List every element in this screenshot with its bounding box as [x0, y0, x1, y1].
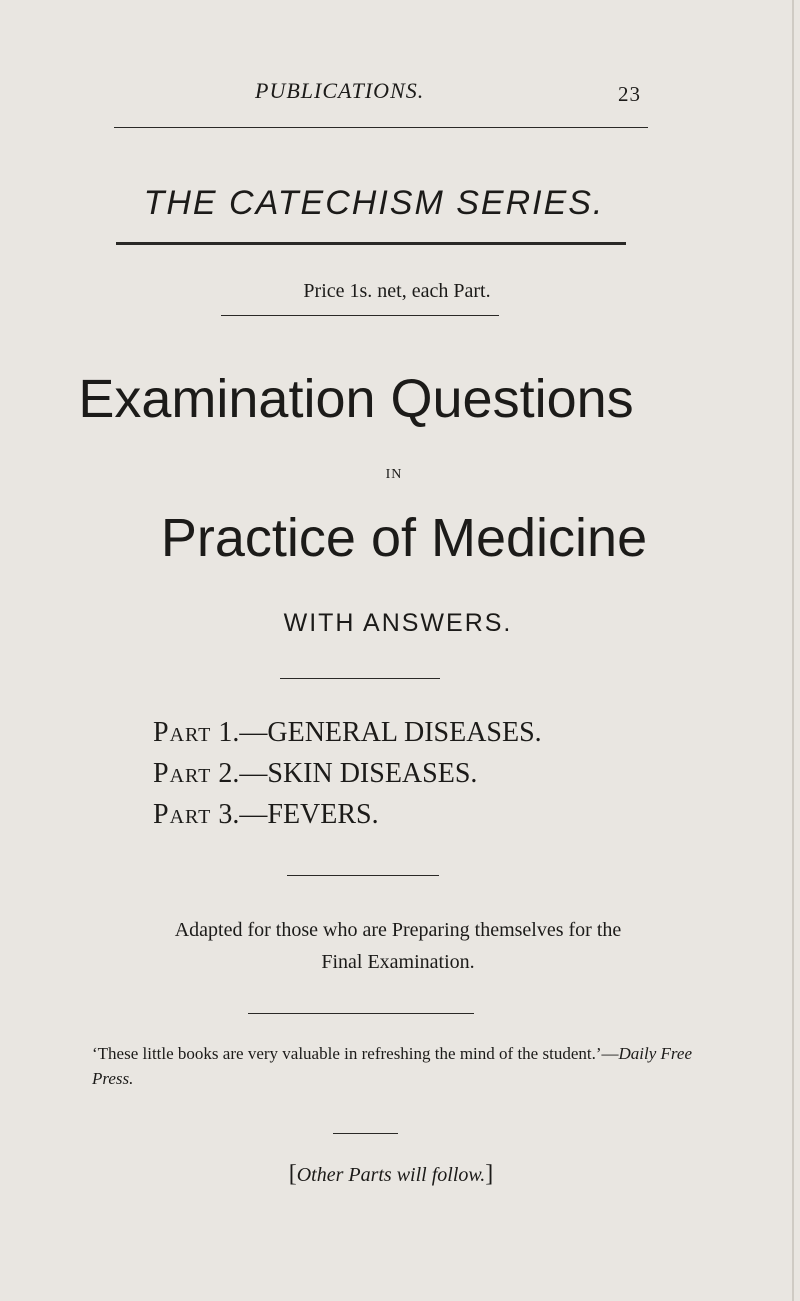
series-title: THE CATECHISM SERIES.: [143, 184, 605, 222]
part-name: FEVERS.: [267, 799, 379, 830]
adapted-note: [0, 914, 798, 978]
quote-text: ‘These little books are very valuable in refreshing the mind of the student.’—: [92, 1044, 619, 1063]
running-head-rule: [114, 127, 648, 128]
running-head-title: PUBLICATIONS.: [255, 78, 425, 103]
open-bracket: [: [288, 1161, 297, 1187]
press-quote: [92, 1041, 692, 1091]
adapted-line-2: Final Examination.: [321, 951, 475, 973]
divider-rule-2: [287, 875, 439, 876]
part-label: Part: [153, 799, 212, 830]
price-line: Price 1s. net, each Part.: [303, 280, 491, 302]
series-title-rule: [116, 242, 626, 245]
footer-note-text: Other Parts will follow.: [296, 1164, 486, 1186]
book-subtitle: WITH ANSWERS.: [283, 609, 513, 637]
adapted-line-1: Adapted for those who are Preparing themselves for the: [174, 919, 622, 941]
footer-note: [0, 1161, 791, 1188]
page-number: 23: [618, 82, 641, 106]
part-row: [153, 753, 542, 794]
part-number: 3.—: [218, 799, 268, 830]
page-edge: [792, 0, 794, 1301]
part-label: Part: [153, 758, 212, 789]
close-bracket: ]: [485, 1161, 494, 1187]
divider-rule-4: [333, 1133, 398, 1134]
divider-rule-3: [248, 1013, 474, 1014]
part-number: 2.—: [218, 758, 268, 789]
part-number: 1.—: [218, 717, 268, 748]
part-name: GENERAL DISEASES.: [267, 717, 542, 748]
part-label: Part: [153, 717, 212, 748]
divider-rule-1: [280, 678, 440, 679]
parts-list: [153, 712, 542, 835]
book-title-line-1: Examination Questions: [78, 369, 634, 429]
quote-source: Daily Free Press.: [92, 1044, 692, 1088]
price-rule: [221, 315, 499, 316]
part-row: [153, 712, 542, 753]
book-title-line-2: Practice of Medicine: [160, 508, 648, 568]
title-connector: IN: [385, 467, 403, 482]
part-name: SKIN DISEASES.: [267, 758, 478, 789]
part-row: [153, 794, 542, 835]
